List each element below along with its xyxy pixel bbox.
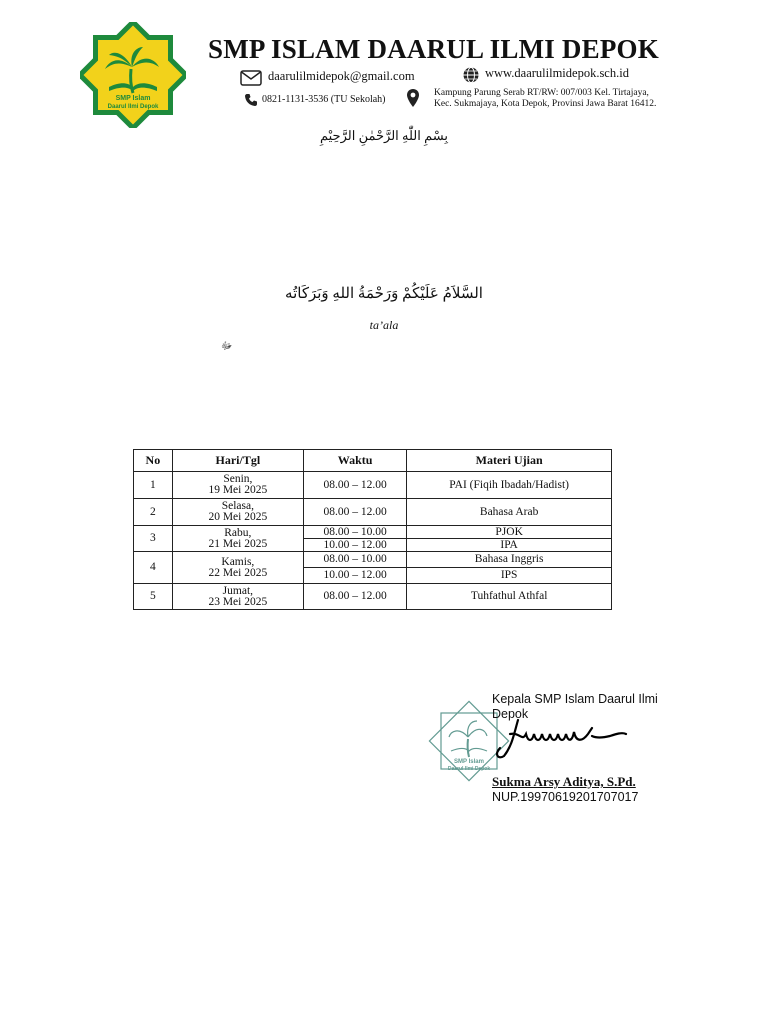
row-no: 5 xyxy=(134,584,173,610)
row-day xyxy=(172,499,303,526)
table-row xyxy=(134,552,612,568)
header-time: Waktu xyxy=(303,450,406,472)
stamp-text-line2: Daarul Ilmi Depok xyxy=(447,766,491,772)
row-no: 4 xyxy=(134,552,173,584)
taala-text: ta’ala xyxy=(369,318,399,332)
header-subject: Materi Ujian xyxy=(407,450,612,472)
signatory-nup: NUP.19970619201707017 xyxy=(492,790,639,804)
row-no: 1 xyxy=(134,472,173,499)
location-pin-icon xyxy=(406,88,420,108)
school-logo xyxy=(80,22,186,128)
row-day-name: Kamis, xyxy=(221,555,255,568)
row-time: 08.00 – 12.00 xyxy=(303,472,406,499)
address-line2: Kec. Sukmajaya, Kota Depok, Provinsi Jawa Barat 16412. xyxy=(434,99,657,109)
row-subject: Tuhfathul Athfal xyxy=(407,584,612,610)
row-time: 08.00 – 12.00 xyxy=(303,584,406,610)
row-subject: IPS xyxy=(407,568,612,584)
table-header-row xyxy=(134,450,612,472)
header-no: No xyxy=(134,450,173,472)
phone-number[interactable]: 0821-1131-3536 (TU Sekolah) xyxy=(262,94,386,105)
row-time: 08.00 – 10.00 xyxy=(303,526,406,539)
table-row xyxy=(134,584,612,610)
row-day xyxy=(172,552,303,584)
row-date: 20 Mei 2025 xyxy=(208,511,268,523)
signatory-title-line2: Depok xyxy=(492,707,529,721)
row-date: 22 Mei 2025 xyxy=(208,566,268,579)
salam-greeting: السَّلاَمُ عَلَيْكُمْ وَرَحْمَةُ اللهِ وَبَرَكَاتُه xyxy=(285,286,483,302)
table-row xyxy=(134,472,612,499)
row-no: 2 xyxy=(134,499,173,526)
row-subject: Bahasa Arab xyxy=(407,499,612,526)
globe-icon xyxy=(462,66,480,84)
bismillah: بِسْمِ اللّٰهِ الرَّحْمٰنِ الرَّحِيْمِ xyxy=(319,128,448,143)
logo-text-line1: SMP Islam xyxy=(115,95,151,102)
signatory-title-line1: Kepala SMP Islam Daarul Ilmi xyxy=(492,692,658,706)
row-time: 08.00 – 10.00 xyxy=(303,552,406,568)
phone-icon xyxy=(244,93,258,107)
row-day-name: Selasa, xyxy=(221,500,254,512)
row-time: 10.00 – 12.00 xyxy=(303,539,406,552)
row-time: 10.00 – 12.00 xyxy=(303,568,406,584)
email-icon xyxy=(240,70,262,86)
row-no: 3 xyxy=(134,526,173,552)
table-row xyxy=(134,526,612,539)
signatory-name: Sukma Arsy Aditya, S.Pd. xyxy=(492,774,636,789)
row-subject: IPA xyxy=(407,539,612,552)
row-day-name: Jumat, xyxy=(222,584,254,597)
row-subject: PAI (Fiqih Ibadah/Hadist) xyxy=(407,472,612,499)
row-time: 08.00 – 12.00 xyxy=(303,499,406,526)
stamp-text-line1: SMP Islam xyxy=(454,759,484,765)
swt-symbol: ﷻ xyxy=(221,341,233,352)
exam-schedule-table xyxy=(133,449,612,610)
row-subject: Bahasa Inggris xyxy=(407,552,612,568)
address-line1: Kampung Parung Serab RT/RW: 007/003 Kel. Tirtajaya, xyxy=(434,88,649,98)
row-day xyxy=(172,472,303,499)
row-day xyxy=(172,526,303,552)
row-subject: PJOK xyxy=(407,526,612,539)
handwritten-signature xyxy=(492,712,632,762)
row-day xyxy=(172,584,303,610)
table-row xyxy=(134,499,612,526)
row-date: 21 Mei 2025 xyxy=(208,537,268,550)
logo-text-line2: Daarul Ilmi Depok xyxy=(107,104,159,110)
header-day: Hari/Tgl xyxy=(172,450,303,472)
row-day-name: Rabu, xyxy=(224,526,252,539)
school-name: SMP ISLAM DAARUL ILMI DEPOK xyxy=(208,34,659,64)
row-date: 19 Mei 2025 xyxy=(208,484,268,496)
email-address[interactable]: daarulilmidepok@gmail.com xyxy=(268,69,415,83)
website-url[interactable]: www.daarulilmidepok.sch.id xyxy=(485,66,629,80)
row-date: 23 Mei 2025 xyxy=(208,595,268,608)
row-day-name: Senin, xyxy=(223,473,253,485)
